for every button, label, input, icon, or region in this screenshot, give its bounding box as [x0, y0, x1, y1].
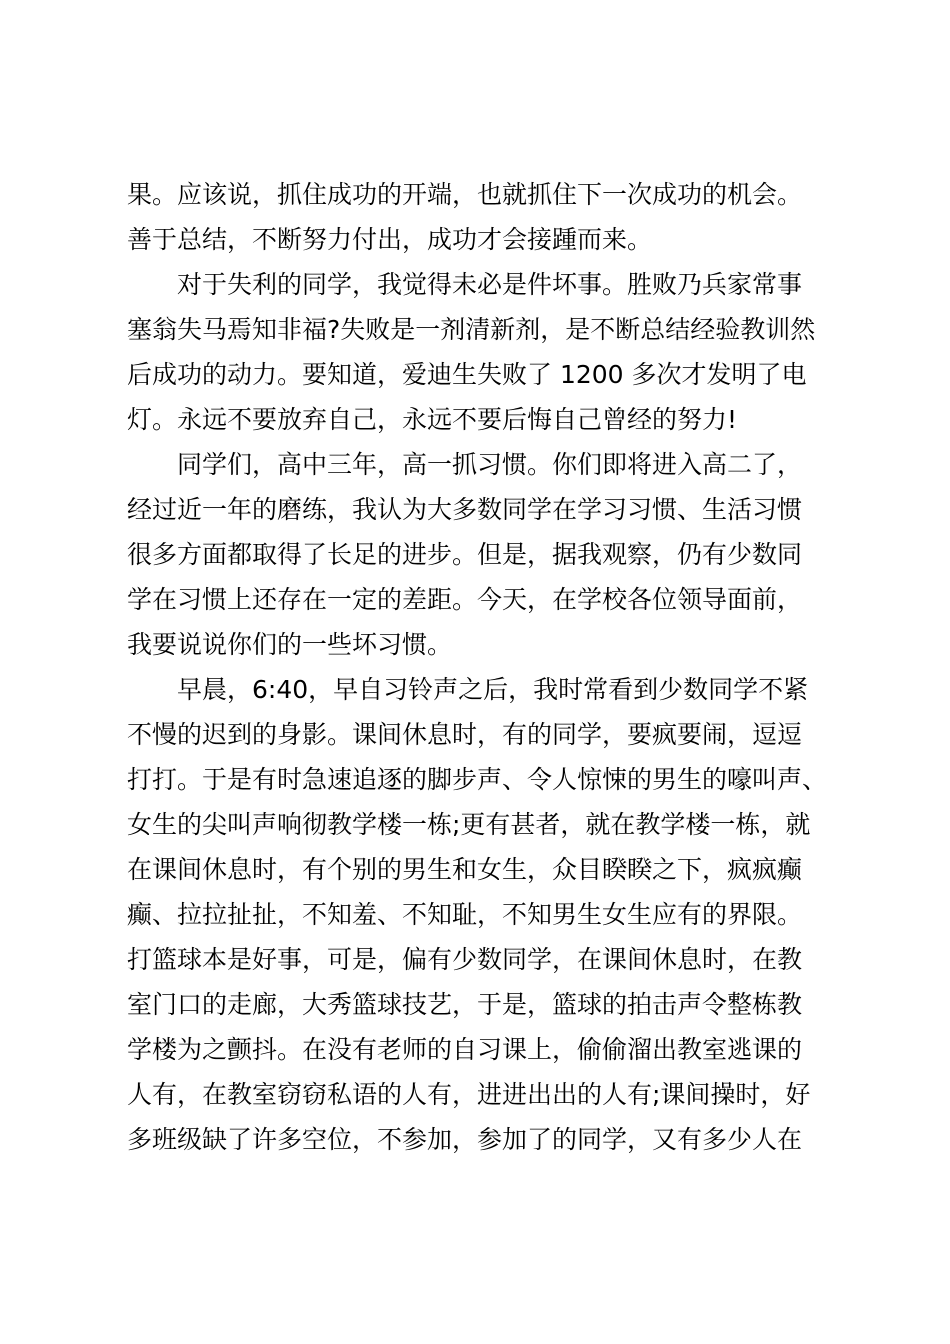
- text-line: 女生的尖叫声响彻教学楼一栋;更有甚者，就在教学楼一栋，就: [127, 810, 811, 839]
- text-line: 学楼为之颤抖。在没有老师的自习课上，偷偷溜出教室逃课的: [127, 1035, 803, 1064]
- text-line: 后成功的动力。要知道，爱迪生失败了 1200 多次才发明了电: [127, 360, 807, 389]
- text-line: 多班级缺了许多空位，不参加，参加了的同学，又有多少人在: [127, 1125, 803, 1154]
- text-line: 在课间休息时，有个别的男生和女生，众目睽睽之下，疯疯癫: [127, 855, 803, 884]
- text-line: 经过近一年的磨练，我认为大多数同学在学习习惯、生活习惯: [127, 495, 803, 524]
- text-line: 果。应该说，抓住成功的开端，也就抓住下一次成功的机会。: [127, 180, 803, 209]
- text-line: 很多方面都取得了长足的进步。但是，据我观察，仍有少数同: [127, 540, 803, 569]
- text-line: 不慢的迟到的身影。课间休息时，有的同学，要疯要闹，逗逗: [127, 720, 803, 749]
- paragraph-start-line: 对于失利的同学，我觉得未必是件坏事。胜败乃兵家常事: [177, 270, 803, 299]
- text-line: 打篮球本是好事，可是，偏有少数同学，在课间休息时，在教: [127, 945, 803, 974]
- text-line: 打打。于是有时急速追逐的脚步声、令人惊悚的男生的嚎叫声、: [127, 765, 828, 794]
- text-line: 学在习惯上还存在一定的差距。今天，在学校各位领导面前，: [127, 585, 803, 614]
- text-line: 善于总结，不断努力付出，成功才会接踵而来。: [127, 225, 653, 254]
- text-line: 癫、拉拉扯扯，不知羞、不知耻，不知男生女生应有的界限。: [127, 900, 803, 929]
- text-line: 我要说说你们的一些坏习惯。: [127, 630, 453, 659]
- text-line: 灯。永远不要放弃自己，永远不要后悔自己曾经的努力!: [127, 405, 738, 434]
- text-line: 塞翁失马焉知非福?失败是一剂清新剂，是不断总结经验教训然: [127, 315, 816, 344]
- paragraph-start-line: 早晨，6:40，早自习铃声之后，我时常看到少数同学不紧: [177, 675, 809, 704]
- text-line: 室门口的走廊，大秀篮球技艺，于是，篮球的拍击声令整栋教: [127, 990, 803, 1019]
- paragraph-start-line: 同学们，高中三年，高一抓习惯。你们即将进入高二了，: [177, 450, 803, 479]
- text-line: 人有，在教室窃窃私语的人有，进进出出的人有;课间操时，好: [127, 1080, 811, 1109]
